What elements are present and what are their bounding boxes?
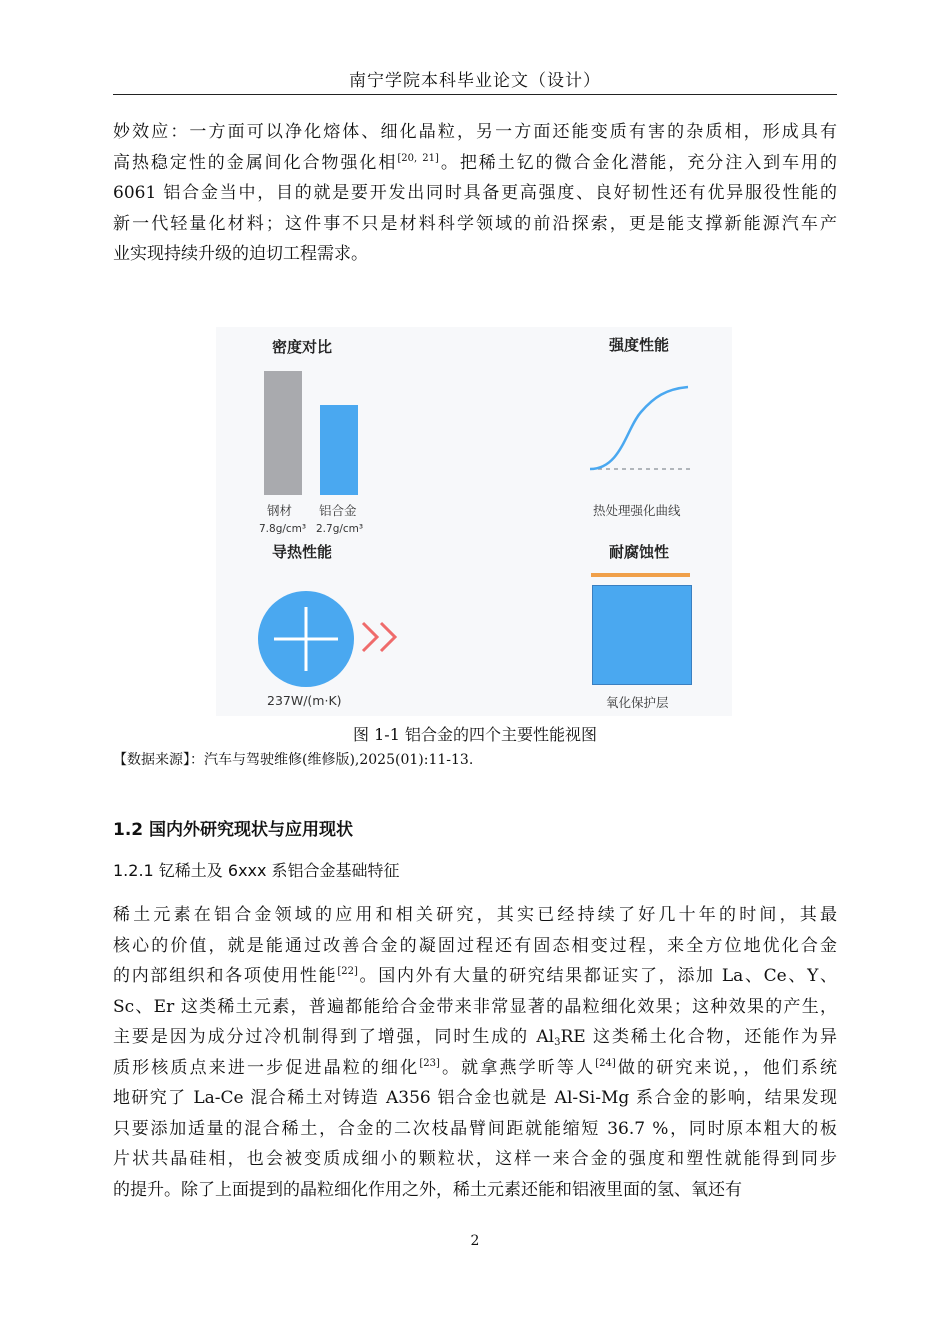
text-line: [113, 931, 837, 962]
thermal-panel-title: 导热性能: [272, 543, 333, 561]
text-run: 核心的价值，就是能通过改善合金的凝固过程还有固态相变过程，来全方位地优化合金: [113, 935, 837, 956]
strength-panel-title: 强度性能: [609, 336, 670, 354]
thermal-circle-icon: [256, 589, 356, 689]
text-line: [113, 992, 837, 1023]
thermal-value: 237W/(m·K): [267, 693, 342, 708]
text-run: 主要是因为成分过冷机制得到了增强，同时生成的 Al: [113, 1027, 555, 1047]
page-number: 2: [470, 1233, 480, 1249]
citation: [24]: [595, 1057, 616, 1069]
text-run: 片状共晶硅相，也会被变质成细小的颗粒状，这样一来合金的强度和塑性就能得到同步: [113, 1149, 837, 1169]
text-line: [113, 1083, 837, 1114]
running-header: 南宁学院本科毕业论文（设计）: [349, 71, 601, 91]
text-line: [113, 1022, 837, 1053]
text-line: [113, 900, 837, 931]
density-bar-label-aluminum: 铝合金: [319, 503, 357, 518]
density-value-aluminum: 2.7g/cm³: [316, 523, 364, 535]
corrosion-block: [592, 585, 692, 685]
text-run: 。就拿燕学昕等人: [439, 1057, 596, 1078]
strength-sigmoid-line: [590, 387, 688, 469]
text-run: 业实现持续升级的迫切工程需求。: [113, 244, 368, 264]
text-run: 的内部组织和各项使用性能: [113, 966, 338, 986]
strength-curve-label: 热处理强化曲线: [593, 503, 681, 518]
text-line: [113, 178, 837, 209]
text-run: 做的研究来说，，他们系统: [615, 1057, 838, 1078]
text-line: [113, 1144, 837, 1175]
text-line: [113, 209, 837, 240]
density-panel-title: 密度对比: [272, 338, 333, 356]
text-line: [113, 148, 837, 179]
subscript: 3: [554, 1037, 561, 1048]
density-bar-steel: [264, 371, 302, 495]
text-line: [113, 239, 837, 270]
density-bar-label-steel: 钢材: [267, 503, 293, 518]
text-run: 。国内外有大量的研究结果都证实了，添加 La、Ce、Y、: [357, 966, 838, 986]
text-run: Sc、Er 这类稀土元素，普遍都能给合金带来非常显著的晶粒细化效果；这种效果的产生，: [113, 996, 837, 1017]
strength-curve: [586, 377, 696, 477]
text-line: [113, 1053, 837, 1084]
citation: [20, 21]: [397, 152, 439, 164]
text-line: [113, 117, 837, 148]
text-run: 新一代轻量化材料；这件事不只是材料科学领域的前沿探索，更是能支撑新能源汽车产: [113, 213, 837, 234]
double-chevron-right-icon: [359, 617, 403, 657]
text-run: 只要添加适量的混合稀土，合金的二次枝晶臂间距就能缩短 36.7 %，同时原本粗大的板: [113, 1118, 837, 1139]
text-run: 6061 铝合金当中，目的就是要开发出同时具备更高强度、良好韧性还有优异服役性能的: [113, 183, 837, 203]
text-line: [113, 1114, 837, 1145]
header-rule: [113, 94, 837, 95]
figure-aluminum-properties: [216, 327, 732, 716]
figure-data-source: 【数据来源】：汽车与驾驶维修(维修版),2025(01):11-13.: [113, 752, 474, 768]
text-run: 地研究了 La-Ce 混合稀土对铸造 A356 铝合金也就是 Al-Si-Mg 系合金的影响，结果发现: [113, 1088, 837, 1108]
paragraph-rare-earth: [113, 900, 837, 1205]
text-run: 质形核质点来进一步促进晶粒的细化: [113, 1057, 420, 1078]
text-run: 稀土元素在铝合金领域的应用和相关研究，其实已经持续了好几十年的时间，其最: [113, 905, 837, 925]
paragraph-intro-continuation: [113, 117, 837, 270]
section-heading: 1.2 国内外研究现状与应用现状: [113, 820, 354, 840]
figure-caption: 图 1-1 铝合金的四个主要性能视图: [353, 725, 597, 744]
text-run: 高热稳定性的金属间化合物强化相: [113, 152, 398, 173]
citation: [22]: [337, 966, 358, 977]
text-line: [113, 961, 837, 992]
text-run: 。把稀土钇的微合金化潜能，充分注入到车用的: [438, 152, 838, 173]
corrosion-panel-title: 耐腐蚀性: [609, 543, 670, 561]
corrosion-layer-label: 氧化保护层: [606, 695, 669, 710]
density-bar-aluminum: [320, 405, 358, 495]
subsection-heading: 1.2.1 钇稀土及 6xxx 系铝合金基础特征: [113, 861, 400, 880]
density-value-steel: 7.8g/cm³: [259, 523, 307, 535]
text-run: 的提升。除了上面提到的晶粒细化作用之外，稀土元素还能和铝液里面的氢、氧还有: [113, 1179, 742, 1200]
oxide-layer-line: [591, 573, 690, 577]
citation: [23]: [419, 1057, 440, 1069]
text-run: 妙效应：一方面可以净化熔体、细化晶粒，另一方面还能变质有害的杂质相，形成具有: [113, 122, 837, 142]
text-run: RE 这类稀土化合物，还能作为异: [560, 1027, 837, 1047]
text-line: [113, 1175, 837, 1206]
